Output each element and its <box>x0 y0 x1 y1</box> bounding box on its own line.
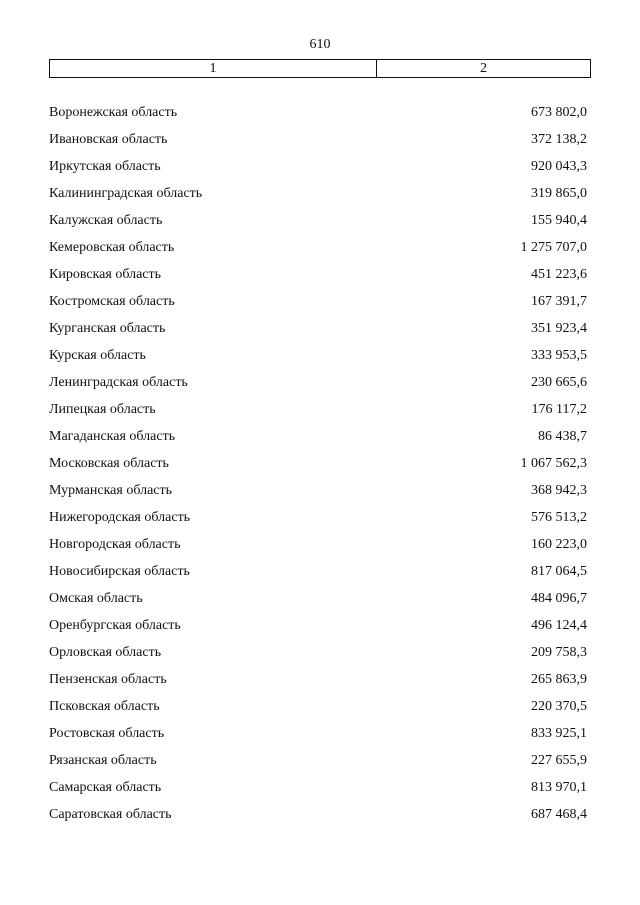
region-value: 817 064,5 <box>531 564 587 579</box>
region-value: 160 223,0 <box>531 537 587 552</box>
region-table <box>49 103 587 832</box>
region-value: 1 275 707,0 <box>520 240 587 255</box>
table-row <box>49 670 587 697</box>
region-name: Псковская область <box>49 699 160 714</box>
table-row <box>49 373 587 400</box>
region-value: 86 438,7 <box>538 429 587 444</box>
region-name: Пензенская область <box>49 672 167 687</box>
region-name: Саратовская область <box>49 807 172 822</box>
table-row <box>49 643 587 670</box>
region-value: 496 124,4 <box>531 618 587 633</box>
table-row <box>49 724 587 751</box>
region-name: Рязанская область <box>49 753 157 768</box>
region-value: 451 223,6 <box>531 267 587 282</box>
table-row <box>49 184 587 211</box>
region-value: 319 865,0 <box>531 186 587 201</box>
region-name: Воронежская область <box>49 105 178 120</box>
region-value: 673 802,0 <box>531 105 587 120</box>
page-number: 610 <box>309 37 331 52</box>
region-value: 265 863,9 <box>531 672 587 687</box>
region-value: 227 655,9 <box>531 753 587 768</box>
table-row <box>49 211 587 238</box>
region-name: Мурманская область <box>49 483 173 498</box>
region-name: Самарская область <box>49 780 162 795</box>
region-name: Курская область <box>49 348 146 363</box>
table-row <box>49 400 587 427</box>
region-value: 813 970,1 <box>531 780 587 795</box>
region-name: Нижегородская область <box>49 510 191 525</box>
table-row <box>49 508 587 535</box>
table-row <box>49 130 587 157</box>
region-name: Костромская область <box>49 294 175 309</box>
region-name: Ростовская область <box>49 726 165 741</box>
table-row <box>49 265 587 292</box>
region-value: 209 758,3 <box>531 645 587 660</box>
table-row <box>49 589 587 616</box>
region-name: Ленинградская область <box>49 375 188 390</box>
region-name: Магаданская область <box>49 429 176 444</box>
region-value: 230 665,6 <box>531 375 587 390</box>
column-number-1: 1 <box>50 60 377 77</box>
region-name: Курганская область <box>49 321 166 336</box>
region-name: Иркутская область <box>49 159 161 174</box>
column-number-header <box>49 59 591 78</box>
region-name: Новгородская область <box>49 537 181 552</box>
region-name: Кировская область <box>49 267 162 282</box>
table-row <box>49 751 587 778</box>
table-row <box>49 562 587 589</box>
table-row <box>49 616 587 643</box>
region-value: 368 942,3 <box>531 483 587 498</box>
table-row <box>49 535 587 562</box>
table-row <box>49 427 587 454</box>
region-value: 167 391,7 <box>531 294 587 309</box>
region-value: 484 096,7 <box>531 591 587 606</box>
table-row <box>49 238 587 265</box>
region-value: 920 043,3 <box>531 159 587 174</box>
table-row <box>49 103 587 130</box>
region-name: Новосибирская область <box>49 564 190 579</box>
table-row <box>49 697 587 724</box>
region-value: 372 138,2 <box>531 132 587 147</box>
region-value: 1 067 562,3 <box>520 456 587 471</box>
region-name: Кемеровская область <box>49 240 175 255</box>
region-value: 351 923,4 <box>531 321 587 336</box>
region-name: Омская область <box>49 591 143 606</box>
region-value: 176 117,2 <box>531 402 587 417</box>
region-name: Липецкая область <box>49 402 156 417</box>
region-name: Московская область <box>49 456 169 471</box>
region-name: Орловская область <box>49 645 162 660</box>
table-row <box>49 346 587 373</box>
table-row <box>49 454 587 481</box>
column-number-2: 2 <box>480 61 487 76</box>
table-row <box>49 292 587 319</box>
table-row <box>49 805 587 832</box>
region-name: Калужская область <box>49 213 163 228</box>
table-row <box>49 778 587 805</box>
region-value: 687 468,4 <box>531 807 587 822</box>
region-value: 220 370,5 <box>531 699 587 714</box>
region-name: Калининградская область <box>49 186 203 201</box>
table-row <box>49 157 587 184</box>
region-value: 333 953,5 <box>531 348 587 363</box>
table-row <box>49 319 587 346</box>
region-value: 576 513,2 <box>531 510 587 525</box>
region-value: 833 925,1 <box>531 726 587 741</box>
region-name: Ивановская область <box>49 132 168 147</box>
table-row <box>49 481 587 508</box>
region-value: 155 940,4 <box>531 213 587 228</box>
region-name: Оренбургская область <box>49 618 181 633</box>
